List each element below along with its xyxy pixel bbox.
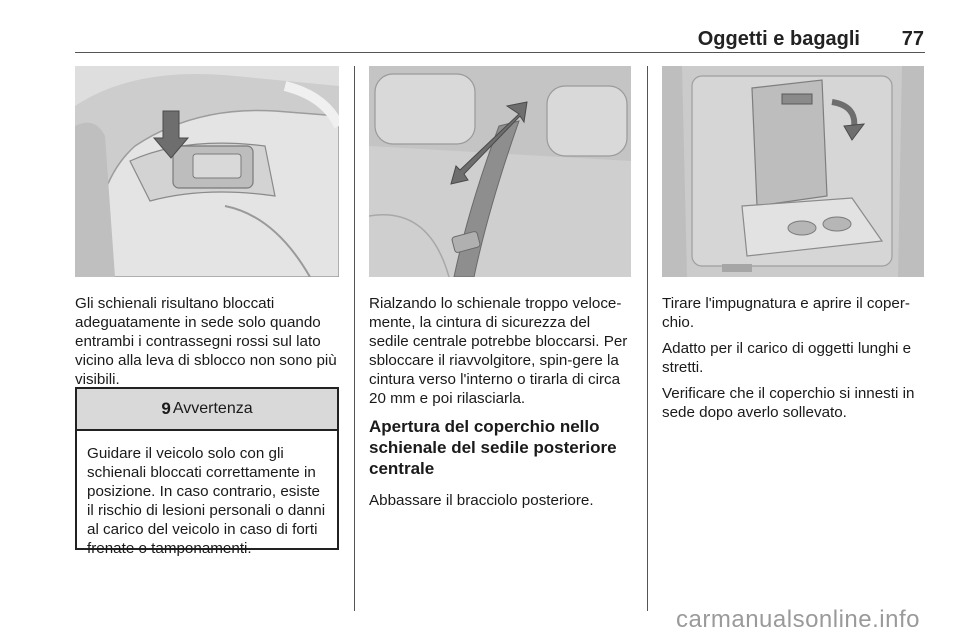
column-divider-2 — [647, 66, 648, 611]
column-1-text — [75, 294, 341, 396]
subheading-cover: Apertura del coperchio nello schienale del sedile posteriore centrale — [369, 417, 617, 478]
page-number: 77 — [901, 28, 924, 50]
paragraph-seatbelt: Rialzando lo schienale troppo veloce-mente, la cintura di sicurezza del sedile centrale potrebbe bloccarsi. Per sbloccare il riavvolgitore, spin-gere la cintura verso l'interno o tirarla di circa 20 mm e poi rilasciarla. — [369, 295, 628, 407]
column-3-text — [662, 294, 926, 429]
warning-icon: 9 — [161, 399, 171, 418]
seatback-release-drawing — [75, 66, 339, 277]
illustration-seatback-release — [75, 66, 339, 277]
warning-title: Avvertenza — [172, 400, 253, 417]
column-2-text — [369, 294, 633, 517]
warning-header — [77, 389, 337, 431]
paragraph-armrest: Abbassare il bracciolo posteriore. — [369, 492, 594, 509]
section-title: Oggetti e bagagli — [697, 28, 860, 50]
seatbelt-drawing — [369, 66, 631, 277]
page-header — [0, 0, 960, 60]
paragraph-cover-latch: Verificare che il coperchio si innesti in sede dopo averlo sollevato. — [662, 385, 915, 421]
warning-body: Guidare il veicolo solo con gli schienali bloccati correttamente in posizione. In caso contrario, esiste il rischio di lesioni personali o danni al carico del veicolo in caso di forti frenate o tamponamenti. — [87, 445, 326, 557]
center-cover-drawing — [662, 66, 924, 277]
paragraph-open-cover: Tirare l'impugnatura e aprire il coper-chio. — [662, 295, 910, 331]
column-divider-1 — [354, 66, 355, 611]
paragraph-seatback-lock: Gli schienali risultano bloccati adeguatamente in sede solo quando entrambi i contrassegni rossi sul lato vicino alla leva di sblocco non sono più visibili. — [75, 295, 337, 388]
illustration-seatbelt — [369, 66, 631, 277]
header-rule — [75, 52, 925, 53]
paragraph-long-items: Adatto per il carico di oggetti lunghi e stretti. — [662, 340, 912, 376]
warning-box — [75, 387, 339, 557]
watermark: carmanualsonline.info — [676, 606, 920, 633]
illustration-center-cover — [662, 66, 924, 277]
